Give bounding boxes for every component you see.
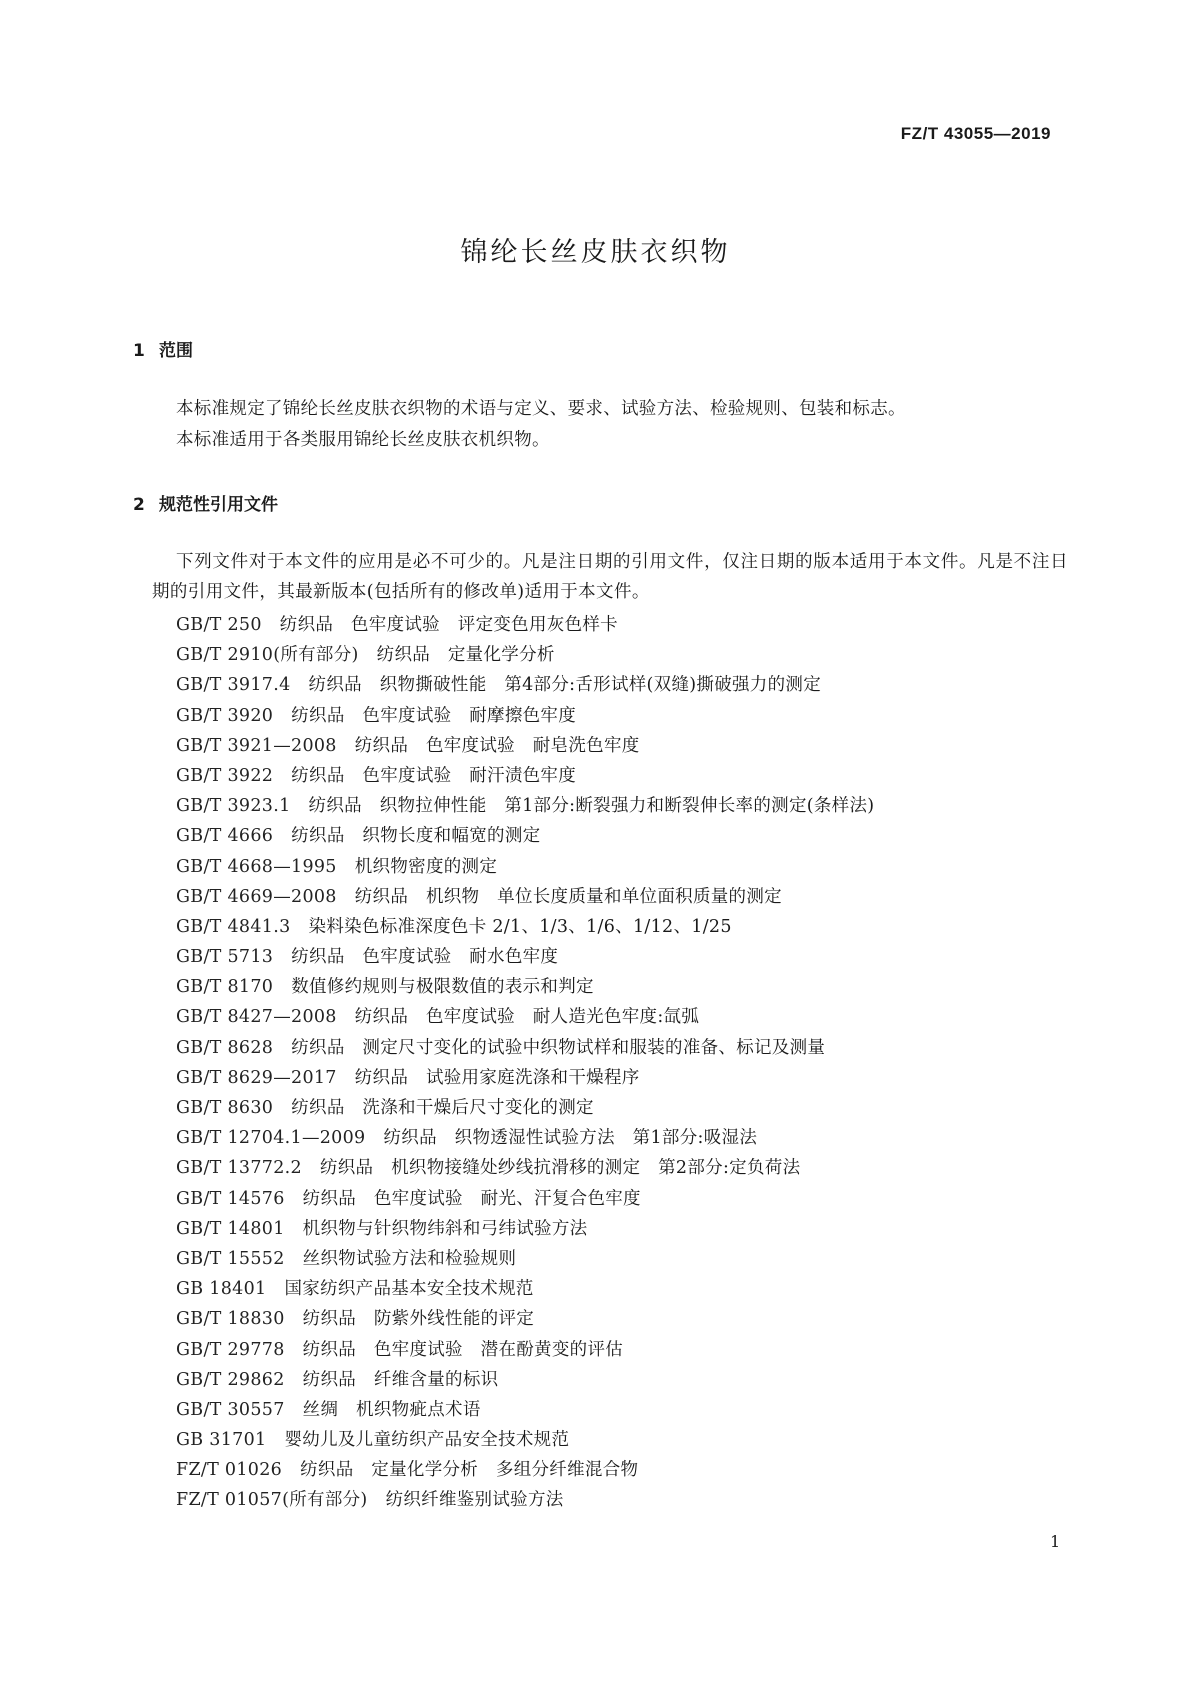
reference-title: 国家纺织产品基本安全技术规范	[284, 1279, 534, 1300]
reference-title: 纺织品 色牢度试验 评定变色用灰色样卡	[279, 615, 618, 635]
reference-code: GB/T 14576	[176, 1188, 285, 1209]
reference-code: GB/T 5713	[176, 947, 274, 968]
reference-title: 纺织品 织物长度和幅宽的测定	[291, 826, 541, 847]
reference-code: GB/T 8629—2017	[176, 1067, 337, 1088]
reference-list	[176, 610, 874, 1516]
reference-item	[176, 670, 874, 700]
reference-title: 染料染色标准深度色卡 2/1、1/3、1/6、1/12、1/25	[308, 916, 732, 937]
reference-item	[176, 640, 874, 670]
reference-item	[176, 731, 874, 761]
reference-code: GB/T 2910(所有部分)	[176, 645, 359, 666]
reference-code: GB/T 8170	[176, 977, 274, 998]
reference-item	[176, 1184, 874, 1214]
reference-title: 婴幼儿及儿童纺织产品安全技术规范	[284, 1430, 570, 1451]
reference-title: 纺织品 定量化学分析 多组分纤维混合物	[300, 1460, 639, 1481]
reference-code: GB/T 3917.4	[176, 675, 291, 696]
reference-item	[176, 1153, 874, 1183]
reference-code: GB/T 15552	[176, 1248, 285, 1269]
reference-title: 纺织品 色牢度试验 耐人造光色牢度:氙弧	[354, 1007, 700, 1028]
reference-item	[176, 852, 874, 882]
reference-title: 纺织品 机织物 单位长度质量和单位面积质量的测定	[354, 886, 782, 907]
reference-title: 纺织品 织物透湿性试验方法 第1部分:吸湿法	[383, 1128, 758, 1149]
reference-item	[176, 912, 874, 942]
reference-title: 纺织品 色牢度试验 潜在酚黄变的评估	[302, 1339, 624, 1360]
reference-code: FZ/T 01057(所有部分)	[176, 1490, 368, 1511]
reference-code: GB 18401	[176, 1279, 267, 1300]
reference-title: 纺织品 洗涤和干燥后尺寸变化的测定	[291, 1098, 594, 1118]
reference-item	[176, 1395, 874, 1425]
reference-item	[176, 821, 874, 851]
reference-item	[176, 1123, 874, 1153]
section-title: 范围	[159, 341, 193, 361]
reference-item	[176, 942, 874, 972]
section-number: 2	[133, 495, 145, 515]
reference-code: GB/T 4841.3	[176, 916, 291, 937]
reference-item	[176, 1033, 874, 1063]
reference-code: GB/T 3922	[176, 765, 274, 786]
reference-item	[176, 1274, 874, 1304]
document-title: 锦纶长丝皮肤衣织物	[460, 237, 731, 268]
reference-code: GB/T 8630	[176, 1098, 274, 1118]
reference-title: 纺织品 色牢度试验 耐汗渍色牢度	[291, 765, 577, 786]
reference-code: GB/T 4668—1995	[176, 856, 337, 877]
reference-item	[176, 1214, 874, 1244]
reference-item	[176, 1063, 874, 1093]
reference-code: GB/T 3920	[176, 705, 274, 726]
reference-item	[176, 1425, 874, 1455]
reference-title: 机织物密度的测定	[354, 856, 498, 877]
reference-item	[176, 791, 874, 821]
reference-title: 机织物与针织物纬斜和弓纬试验方法	[302, 1218, 588, 1239]
reference-code: GB/T 12704.1—2009	[176, 1128, 366, 1149]
reference-item	[176, 882, 874, 912]
page-number: 1	[1050, 1532, 1061, 1551]
reference-title: 纺织品 色牢度试验 耐皂洗色牢度	[354, 735, 640, 756]
reference-title: 丝绸 机织物疵点术语	[302, 1399, 481, 1420]
reference-item	[176, 761, 874, 791]
reference-title: 丝织物试验方法和检验规则	[302, 1248, 517, 1269]
reference-code: GB/T 4666	[176, 826, 274, 847]
reference-code: GB/T 13772.2	[176, 1158, 302, 1179]
reference-item	[176, 1002, 874, 1032]
reference-code: GB/T 250	[176, 615, 262, 635]
reference-title: 纺织品 试验用家庭洗涤和干燥程序	[354, 1067, 640, 1088]
reference-code: GB/T 18830	[176, 1309, 285, 1330]
reference-code: GB/T 14801	[176, 1218, 285, 1239]
reference-title: 纺织品 织物拉伸性能 第1部分:断裂强力和断裂伸长率的测定(条样法)	[308, 796, 875, 817]
reference-title: 数值修约规则与极限数值的表示和判定	[291, 977, 594, 998]
reference-code: GB/T 29862	[176, 1369, 285, 1390]
reference-title: 纺织品 定量化学分析	[376, 645, 555, 666]
reference-item	[176, 1304, 874, 1334]
reference-title: 纺织品 色牢度试验 耐光、汗复合色牢度	[302, 1188, 641, 1209]
reference-item	[176, 1244, 874, 1274]
reference-code: GB/T 29778	[176, 1339, 285, 1360]
reference-item	[176, 1485, 874, 1515]
reference-title: 纺织品 纤维含量的标识	[302, 1369, 499, 1390]
reference-item	[176, 972, 874, 1002]
reference-title: 纺织品 色牢度试验 耐摩擦色牢度	[291, 705, 577, 726]
reference-code: GB/T 3923.1	[176, 796, 291, 817]
reference-code: GB/T 30557	[176, 1399, 285, 1420]
reference-code: FZ/T 01026	[176, 1460, 283, 1481]
section-title: 规范性引用文件	[159, 495, 278, 515]
reference-title: 纺织品 色牢度试验 耐水色牢度	[291, 947, 559, 968]
reference-title: 纺织纤维鉴别试验方法	[385, 1490, 564, 1511]
scope-paragraph-1: 本标准规定了锦纶长丝皮肤衣织物的术语与定义、要求、试验方法、检验规则、包装和标志。	[176, 399, 906, 419]
reference-item	[176, 1093, 874, 1123]
reference-item	[176, 1455, 874, 1485]
reference-title: 纺织品 机织物接缝处纱线抗滑移的测定 第2部分:定负荷法	[319, 1158, 801, 1179]
reference-item	[176, 1365, 874, 1395]
scope-paragraph-2: 本标准适用于各类服用锦纶长丝皮肤衣机织物。	[176, 430, 550, 450]
reference-code: GB/T 8628	[176, 1037, 274, 1058]
reference-item	[176, 701, 874, 731]
section-heading-normative-references	[133, 490, 278, 515]
reference-code: GB/T 4669—2008	[176, 886, 337, 907]
reference-code: GB/T 8427—2008	[176, 1007, 337, 1028]
section-heading-scope	[133, 336, 193, 361]
reference-title: 纺织品 防紫外线性能的评定	[302, 1309, 535, 1330]
references-intro-paragraph: 下列文件对于本文件的应用是必不可少的。凡是注日期的引用文件，仅注日期的版本适用于本文件。凡是不注日期的引用文件，其最新版本(包括所有的修改单)适用于本文件。	[152, 552, 1068, 602]
reference-title: 纺织品 测定尺寸变化的试验中织物试样和服装的准备、标记及测量	[291, 1037, 826, 1058]
section-number: 1	[133, 341, 145, 361]
reference-item	[176, 1335, 874, 1365]
reference-code: GB 31701	[176, 1430, 267, 1451]
document-code: FZ/T 43055—2019	[900, 124, 1051, 143]
reference-title: 纺织品 织物撕破性能 第4部分:舌形试样(双缝)撕破强力的测定	[308, 675, 821, 696]
reference-code: GB/T 3921—2008	[176, 735, 337, 756]
reference-item	[176, 610, 874, 640]
